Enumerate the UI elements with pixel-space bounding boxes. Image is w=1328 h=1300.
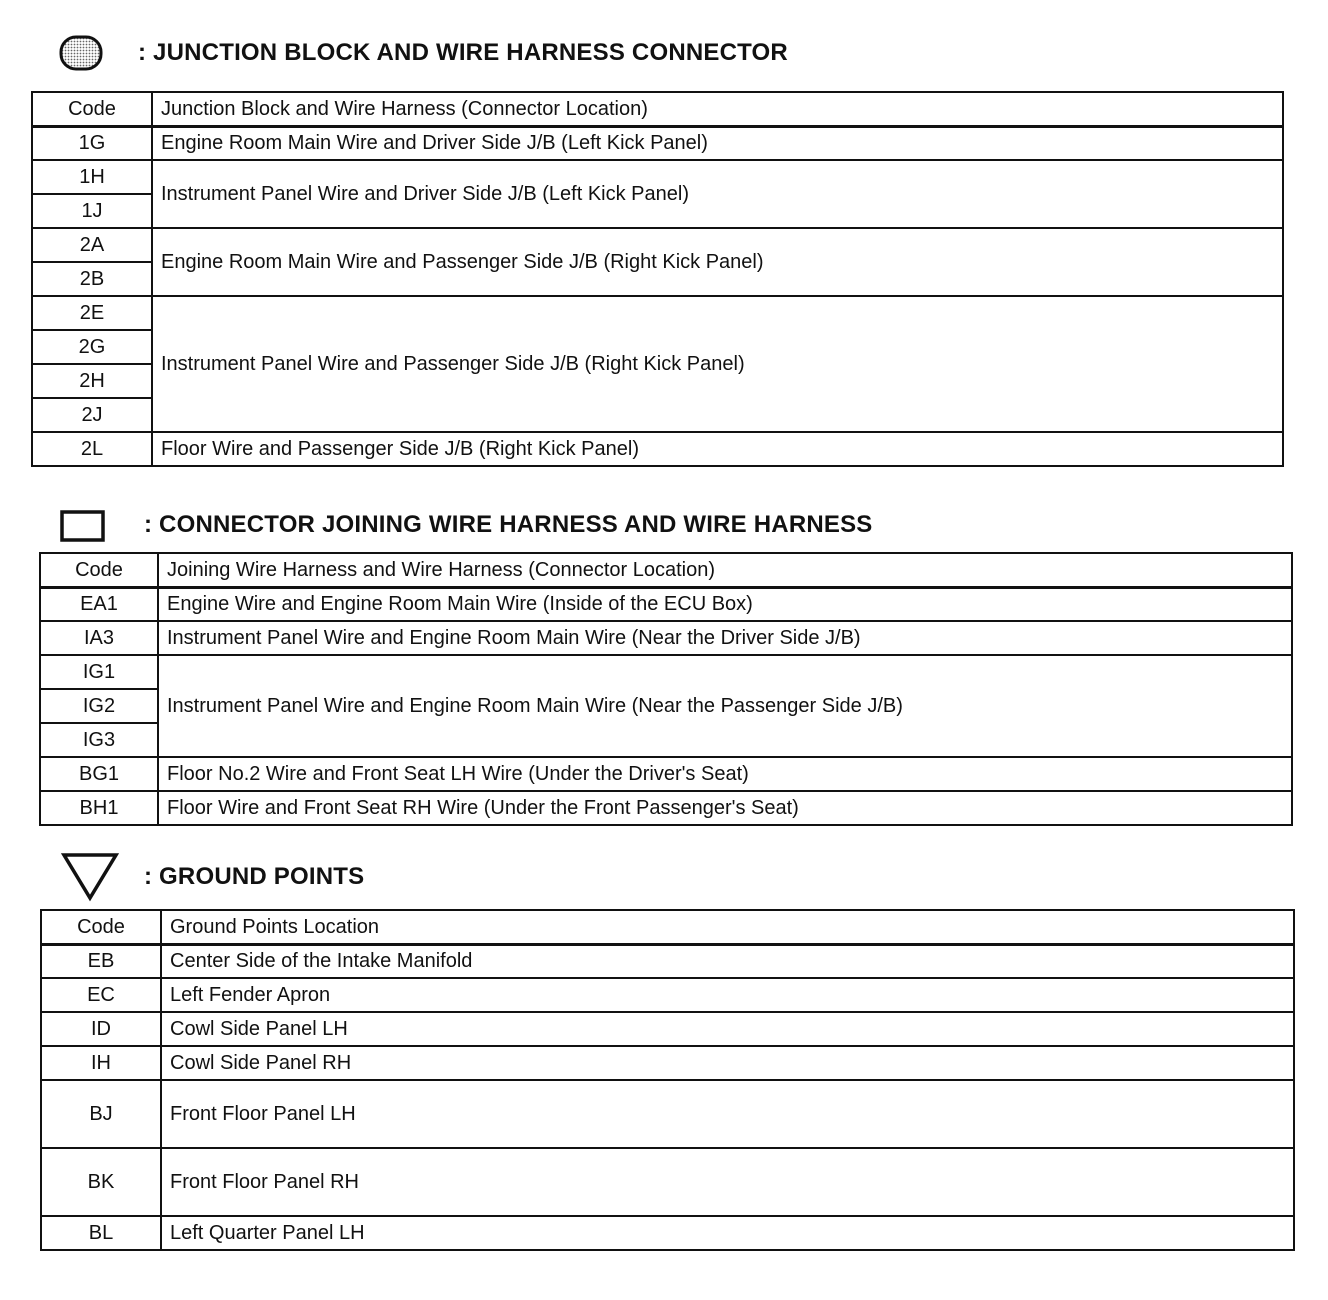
table-header-row — [41, 910, 1294, 944]
ground-title: : GROUND POINTS — [144, 863, 365, 890]
code-cell: EB — [41, 944, 161, 978]
joining-title: : CONNECTOR JOINING WIRE HARNESS AND WIRE HARNESS — [144, 511, 873, 538]
code-cell: 2H — [32, 364, 152, 398]
ground-heading — [60, 852, 364, 902]
code-cell: 2G — [32, 330, 152, 364]
code-cell: 2L — [32, 432, 152, 466]
location-cell: Instrument Panel Wire and Passenger Side J/B (Right Kick Panel) — [152, 296, 1283, 432]
location-cell: Engine Room Main Wire and Passenger Side J/B (Right Kick Panel) — [152, 228, 1283, 296]
code-cell: 1J — [32, 194, 152, 228]
table-header-row — [32, 92, 1283, 126]
location-cell: Instrument Panel Wire and Engine Room Main Wire (Near the Driver Side J/B) — [158, 621, 1292, 655]
connector-rectangle-icon — [60, 508, 106, 542]
code-cell: BH1 — [40, 791, 158, 825]
code-cell: 1G — [32, 126, 152, 160]
location-cell: Floor Wire and Front Seat RH Wire (Under the Front Passenger's Seat) — [158, 791, 1292, 825]
junction-heading — [58, 34, 788, 72]
code-cell: IH — [41, 1046, 161, 1080]
header-description: Junction Block and Wire Harness (Connector Location) — [152, 92, 1283, 126]
header-description: Joining Wire Harness and Wire Harness (Connector Location) — [158, 553, 1292, 587]
code-cell: 2B — [32, 262, 152, 296]
code-cell: EC — [41, 978, 161, 1012]
location-cell: Center Side of the Intake Manifold — [161, 944, 1294, 978]
table-row — [41, 1012, 1294, 1046]
table-row — [41, 1148, 1294, 1216]
location-cell: Left Quarter Panel LH — [161, 1216, 1294, 1250]
header-code: Code — [32, 92, 152, 126]
location-cell: Front Floor Panel RH — [161, 1148, 1294, 1216]
table-row — [32, 126, 1283, 160]
table-row — [40, 791, 1292, 825]
joining-heading — [60, 508, 873, 542]
table-row — [40, 621, 1292, 655]
code-cell: 2A — [32, 228, 152, 262]
junction-table — [31, 91, 1284, 467]
location-cell: Engine Room Main Wire and Driver Side J/B (Left Kick Panel) — [152, 126, 1283, 160]
header-code: Code — [40, 553, 158, 587]
location-cell: Engine Wire and Engine Room Main Wire (Inside of the ECU Box) — [158, 587, 1292, 621]
code-cell: BJ — [41, 1080, 161, 1148]
table-row — [41, 1046, 1294, 1080]
junction-block-oval-icon — [58, 34, 104, 72]
location-cell: Floor No.2 Wire and Front Seat LH Wire (Under the Driver's Seat) — [158, 757, 1292, 791]
code-cell: 2E — [32, 296, 152, 330]
table-row — [41, 978, 1294, 1012]
ground-table — [40, 909, 1295, 1251]
table-row — [41, 1216, 1294, 1250]
table-row — [40, 655, 1292, 689]
table-row — [32, 160, 1283, 194]
code-cell: BK — [41, 1148, 161, 1216]
header-code: Code — [41, 910, 161, 944]
location-cell: Front Floor Panel LH — [161, 1080, 1294, 1148]
code-cell: IG1 — [40, 655, 158, 689]
table-row — [32, 228, 1283, 262]
code-cell: EA1 — [40, 587, 158, 621]
code-cell: IG2 — [40, 689, 158, 723]
code-cell: BG1 — [40, 757, 158, 791]
joining-table — [39, 552, 1293, 826]
code-cell: 1H — [32, 160, 152, 194]
code-cell: IA3 — [40, 621, 158, 655]
table-header-row — [40, 553, 1292, 587]
code-cell: IG3 — [40, 723, 158, 757]
location-cell: Instrument Panel Wire and Engine Room Main Wire (Near the Passenger Side J/B) — [158, 655, 1292, 757]
code-cell: BL — [41, 1216, 161, 1250]
table-row — [41, 944, 1294, 978]
junction-title: : JUNCTION BLOCK AND WIRE HARNESS CONNECTOR — [138, 39, 788, 66]
location-cell: Floor Wire and Passenger Side J/B (Right Kick Panel) — [152, 432, 1283, 466]
table-row — [32, 432, 1283, 466]
table-row — [41, 1080, 1294, 1148]
location-cell: Cowl Side Panel LH — [161, 1012, 1294, 1046]
table-row — [40, 587, 1292, 621]
code-cell: 2J — [32, 398, 152, 432]
header-description: Ground Points Location — [161, 910, 1294, 944]
location-cell: Left Fender Apron — [161, 978, 1294, 1012]
table-row — [40, 757, 1292, 791]
table-row — [32, 296, 1283, 330]
code-cell: ID — [41, 1012, 161, 1046]
ground-triangle-icon — [60, 852, 120, 902]
location-cell: Cowl Side Panel RH — [161, 1046, 1294, 1080]
location-cell: Instrument Panel Wire and Driver Side J/B (Left Kick Panel) — [152, 160, 1283, 228]
